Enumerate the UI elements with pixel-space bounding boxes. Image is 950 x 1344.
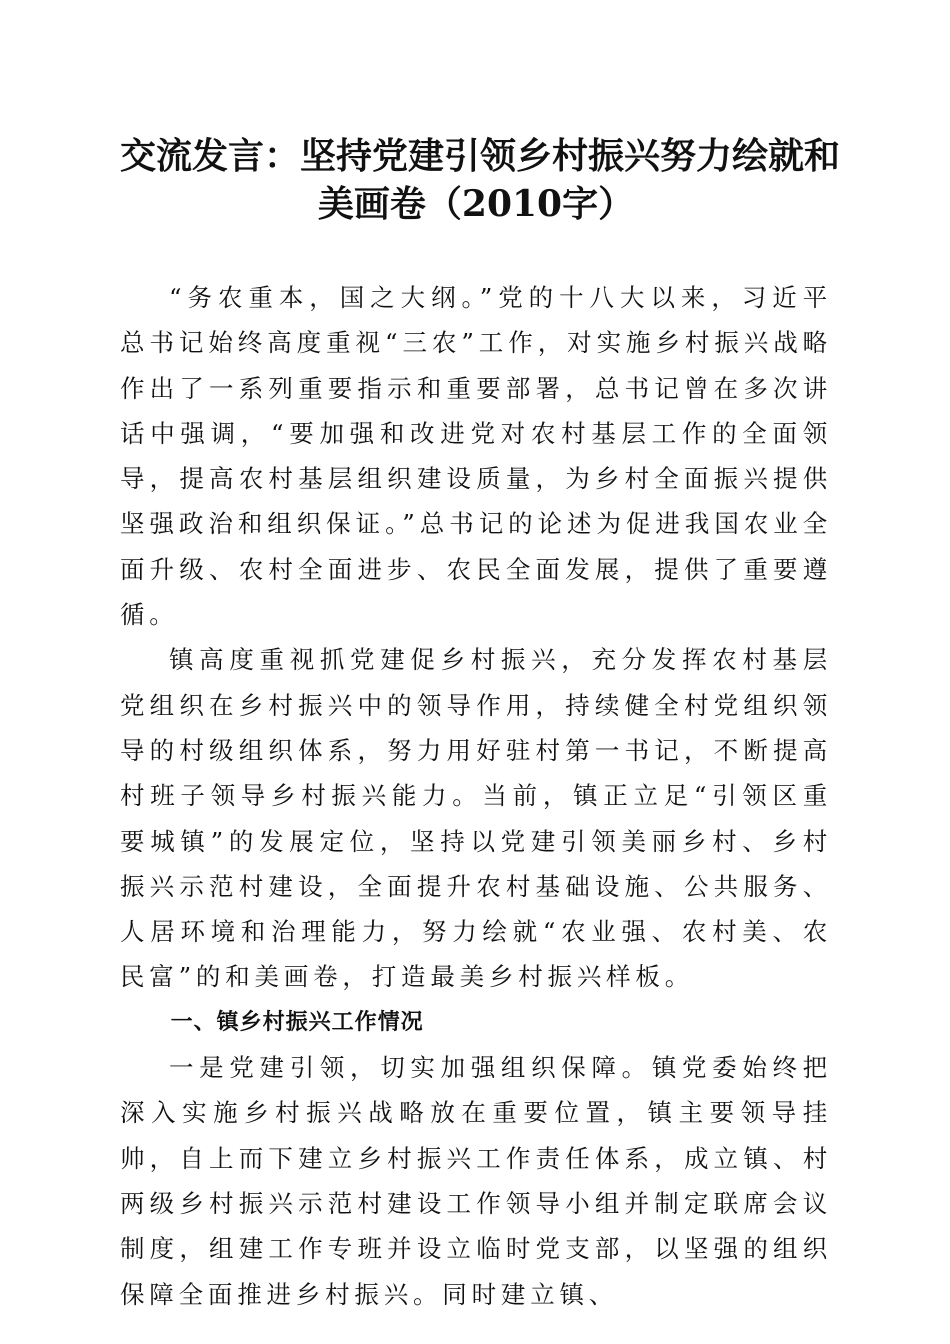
paragraph-lead-phrase: 一是党建引领，切实加强组织保障。 xyxy=(169,1053,652,1083)
section-heading: 一、镇乡村振兴工作情况 xyxy=(170,1009,424,1035)
paragraph-section-1-text: 镇党委始终把深入实施乡村振兴战略放在重要位置，镇主要领导挂帅，自上而下建立乡村振兴工作责任体系，成立镇、村两级乡村振兴示范村建设工作领导小组并制定联席会议制度，组建工作专班并设立临时党支部，以坚强的组织保障全面推进乡村振兴。同时建立镇、 xyxy=(120,1053,832,1309)
document-body xyxy=(120,275,832,1317)
document-title xyxy=(120,132,841,228)
title-line-2: 美画卷（2010字） xyxy=(317,183,635,225)
paragraph-section-1 xyxy=(120,1045,832,1317)
paragraph-overview: 镇高度重视抓党建促乡村振兴，充分发挥农村基层党组织在乡村振兴中的领导作用，持续健全村党组织领导的村级组织体系，努力用好驻村第一书记，不断提高村班子领导乡村振兴能力。当前，镇正立足“引领区重要城镇”的发展定位，坚持以党建引领美丽乡村、乡村振兴示范村建设，全面提升农村基础设施、公共服务、人居环境和治理能力，努力绘就“农业强、农村美、农民富”的和美画卷，打造最美乡村振兴样板。 xyxy=(120,645,832,992)
paragraph-intro: “务农重本，国之大纲。”党的十八大以来，习近平总书记始终高度重视“三农”工作，对实施乡村振兴战略作出了一系列重要指示和重要部署，总书记曾在多次讲话中强调，“要加强和改进党对农村基层工作的全面领导，提高农村基层组织建设质量，为乡村全面振兴提供坚强政治和组织保证。”总书记的论述为促进我国农业全面升级、农村全面进步、农民全面发展，提供了重要遵循。 xyxy=(120,283,832,630)
title-line-1: 交流发言：坚持党建引领乡村振兴努力绘就和 xyxy=(120,135,841,177)
